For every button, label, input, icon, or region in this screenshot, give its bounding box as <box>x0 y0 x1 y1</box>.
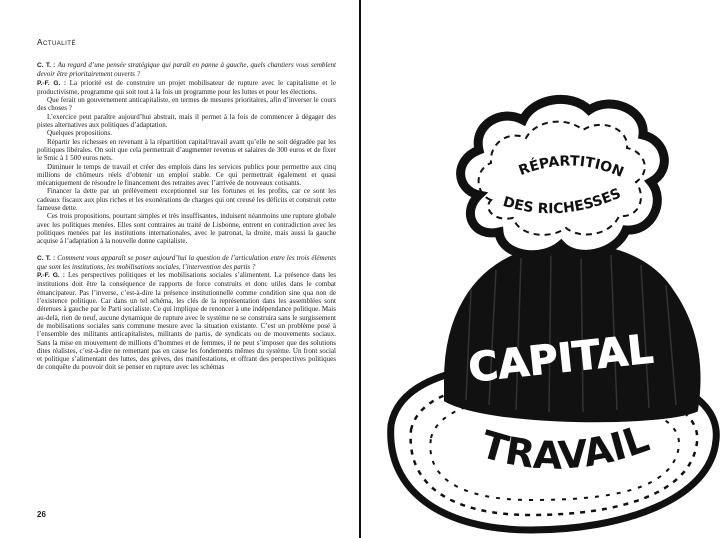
interview-question <box>37 61 336 79</box>
top-cloud <box>461 99 665 254</box>
paragraph <box>37 138 336 163</box>
illustration <box>361 0 720 538</box>
paragraph-text: Ces trois propositions, pourtant simples et très insuffisantes, induisent néanmoins une rupture globale avec les politiques menées. Elles sont contraires au traité de Lisbonne, entrent en contradiction avec les politiques menées par les institutions internationales, avec le patronat, la droite, mais aussi la gauche acquise à l’adaptation à la nouvelle donne capitaliste. <box>37 212 336 246</box>
section-title: Actualité <box>37 38 76 47</box>
paragraph-text: Les perspectives politiques et les mobilisations sociales s’alimentent. La présence dans les institutions doit être la conséquence de rapports de force construits et donc utiles dans le combat émancipateur. Pas l’inverse, c’est-à-dire la présence institutionnelle comme condition sine qua non de l’existence politique. Car dans un tel schéma, les clés de la représentation dans les assemblées sont détenues à gauche par le Parti socialiste. Ce qui implique de renoncer à une indépendance politique. Mais au-delà, rien de neuf, aucune dynamique de rupture avec le système ne se construira sans le surgissement de mobilisations sociales sans commune mesure avec la situation existante. C’est un problème posé à l’ensemble des militants anticapitalistes, militants de partis, de syndicats ou de mouvements sociaux. Sans la mise en mouvement de millions d’hommes et de femmes, il ne peut s’imposer que des solutions dites réalistes, c’est-à-dire ne remettant pas en cause les fondements mêmes du système. Un front social et politique s’alimentant des luttes, des grèves, des manifestations, et offrant des perspectives politiques de conquête du pouvoir doit se penser en rupture avec les schémas <box>37 271 336 372</box>
paragraph <box>37 96 336 113</box>
paragraph-text: La priorité est de construire un projet mobilisateur de rupture avec le capitalisme et le productivisme, programme qui soit tout à la fois un programme pour les luttes et pour les élections. <box>37 78 336 96</box>
paragraph <box>37 113 336 130</box>
interview-question <box>37 254 336 272</box>
wealth-distribution-illustration <box>361 0 720 538</box>
speaker-label: C. T. : <box>37 62 56 69</box>
middle-dome <box>446 246 699 421</box>
label-des-richesses: DES RICHESSES <box>501 185 624 218</box>
speaker-label: C. T. : <box>37 254 56 262</box>
paragraph-text: Financer la dette par un prélèvement exceptionnel sur les fortunes et les profits, car ce sont les cadeaux fiscaux aux plus riches et les exonérations de charges qui ont creusé les déficits et construit cette fameuse dette. <box>37 187 336 213</box>
paragraph-text: Que ferait un gouvernement anticapitaliste, en termes de mesures prioritaires, afin d’inverser le cours des choses ? <box>37 96 336 113</box>
paragraph-text: Répartir les richesses en revenant à la répartition capital/travail avant qu’elle ne soit dégradée par les politiques libérales. On soit que cela permettrait d’augmenter revenus et salaires de 300 euros et de fixer le Smic à 1 500 euros nets. <box>37 137 336 163</box>
label-repartition: RÉPARTITION <box>516 153 626 181</box>
paragraph-text: Au regard d’une pensée stratégique qui paraît en panne à gauche, quels chantiers vous semblent devoir être prioritairement ouverts ? <box>37 61 336 79</box>
paragraph <box>37 212 336 245</box>
article-text <box>37 61 336 501</box>
paragraph <box>37 187 336 212</box>
left-page <box>0 0 359 538</box>
speaker-label: P.-F. G. : <box>37 272 65 280</box>
speaker-label: P.-F. G. : <box>37 79 67 87</box>
label-travail: TRAVAIL <box>476 416 655 478</box>
right-page <box>361 0 720 538</box>
paragraph <box>37 129 336 137</box>
paragraph-text: L’exercice peut paraître aujourd’hui abstrait, mais il permet à la fois de commencer à dégager des pistes alternatives aux politiques d’adaptation. <box>37 112 336 130</box>
page-number: 26 <box>37 510 46 519</box>
interview-answer <box>37 271 336 372</box>
paragraph-text: Quelques propositions. <box>47 129 112 138</box>
interview-answer <box>37 79 336 97</box>
label-capital: CAPITAL <box>466 326 656 392</box>
paragraph-text: Comment vous apparaît se poser aujourd’hui la question de l’articulation entre les trois éléments que sont les institutions, les mobilisations sociales, l’intervention des partis ? <box>37 253 336 271</box>
paragraph-text: Diminuer le temps de travail et créer des emplois dans les services publics pour permettre aux cinq millions de chômeurs réels d’obtenir un emploi stable. Ce qui permettrait également et quasi mécaniquement de résoudre le financement des retraites avec l’arrivée de nouveaux cotisants. <box>37 162 336 188</box>
paragraph <box>37 163 336 188</box>
